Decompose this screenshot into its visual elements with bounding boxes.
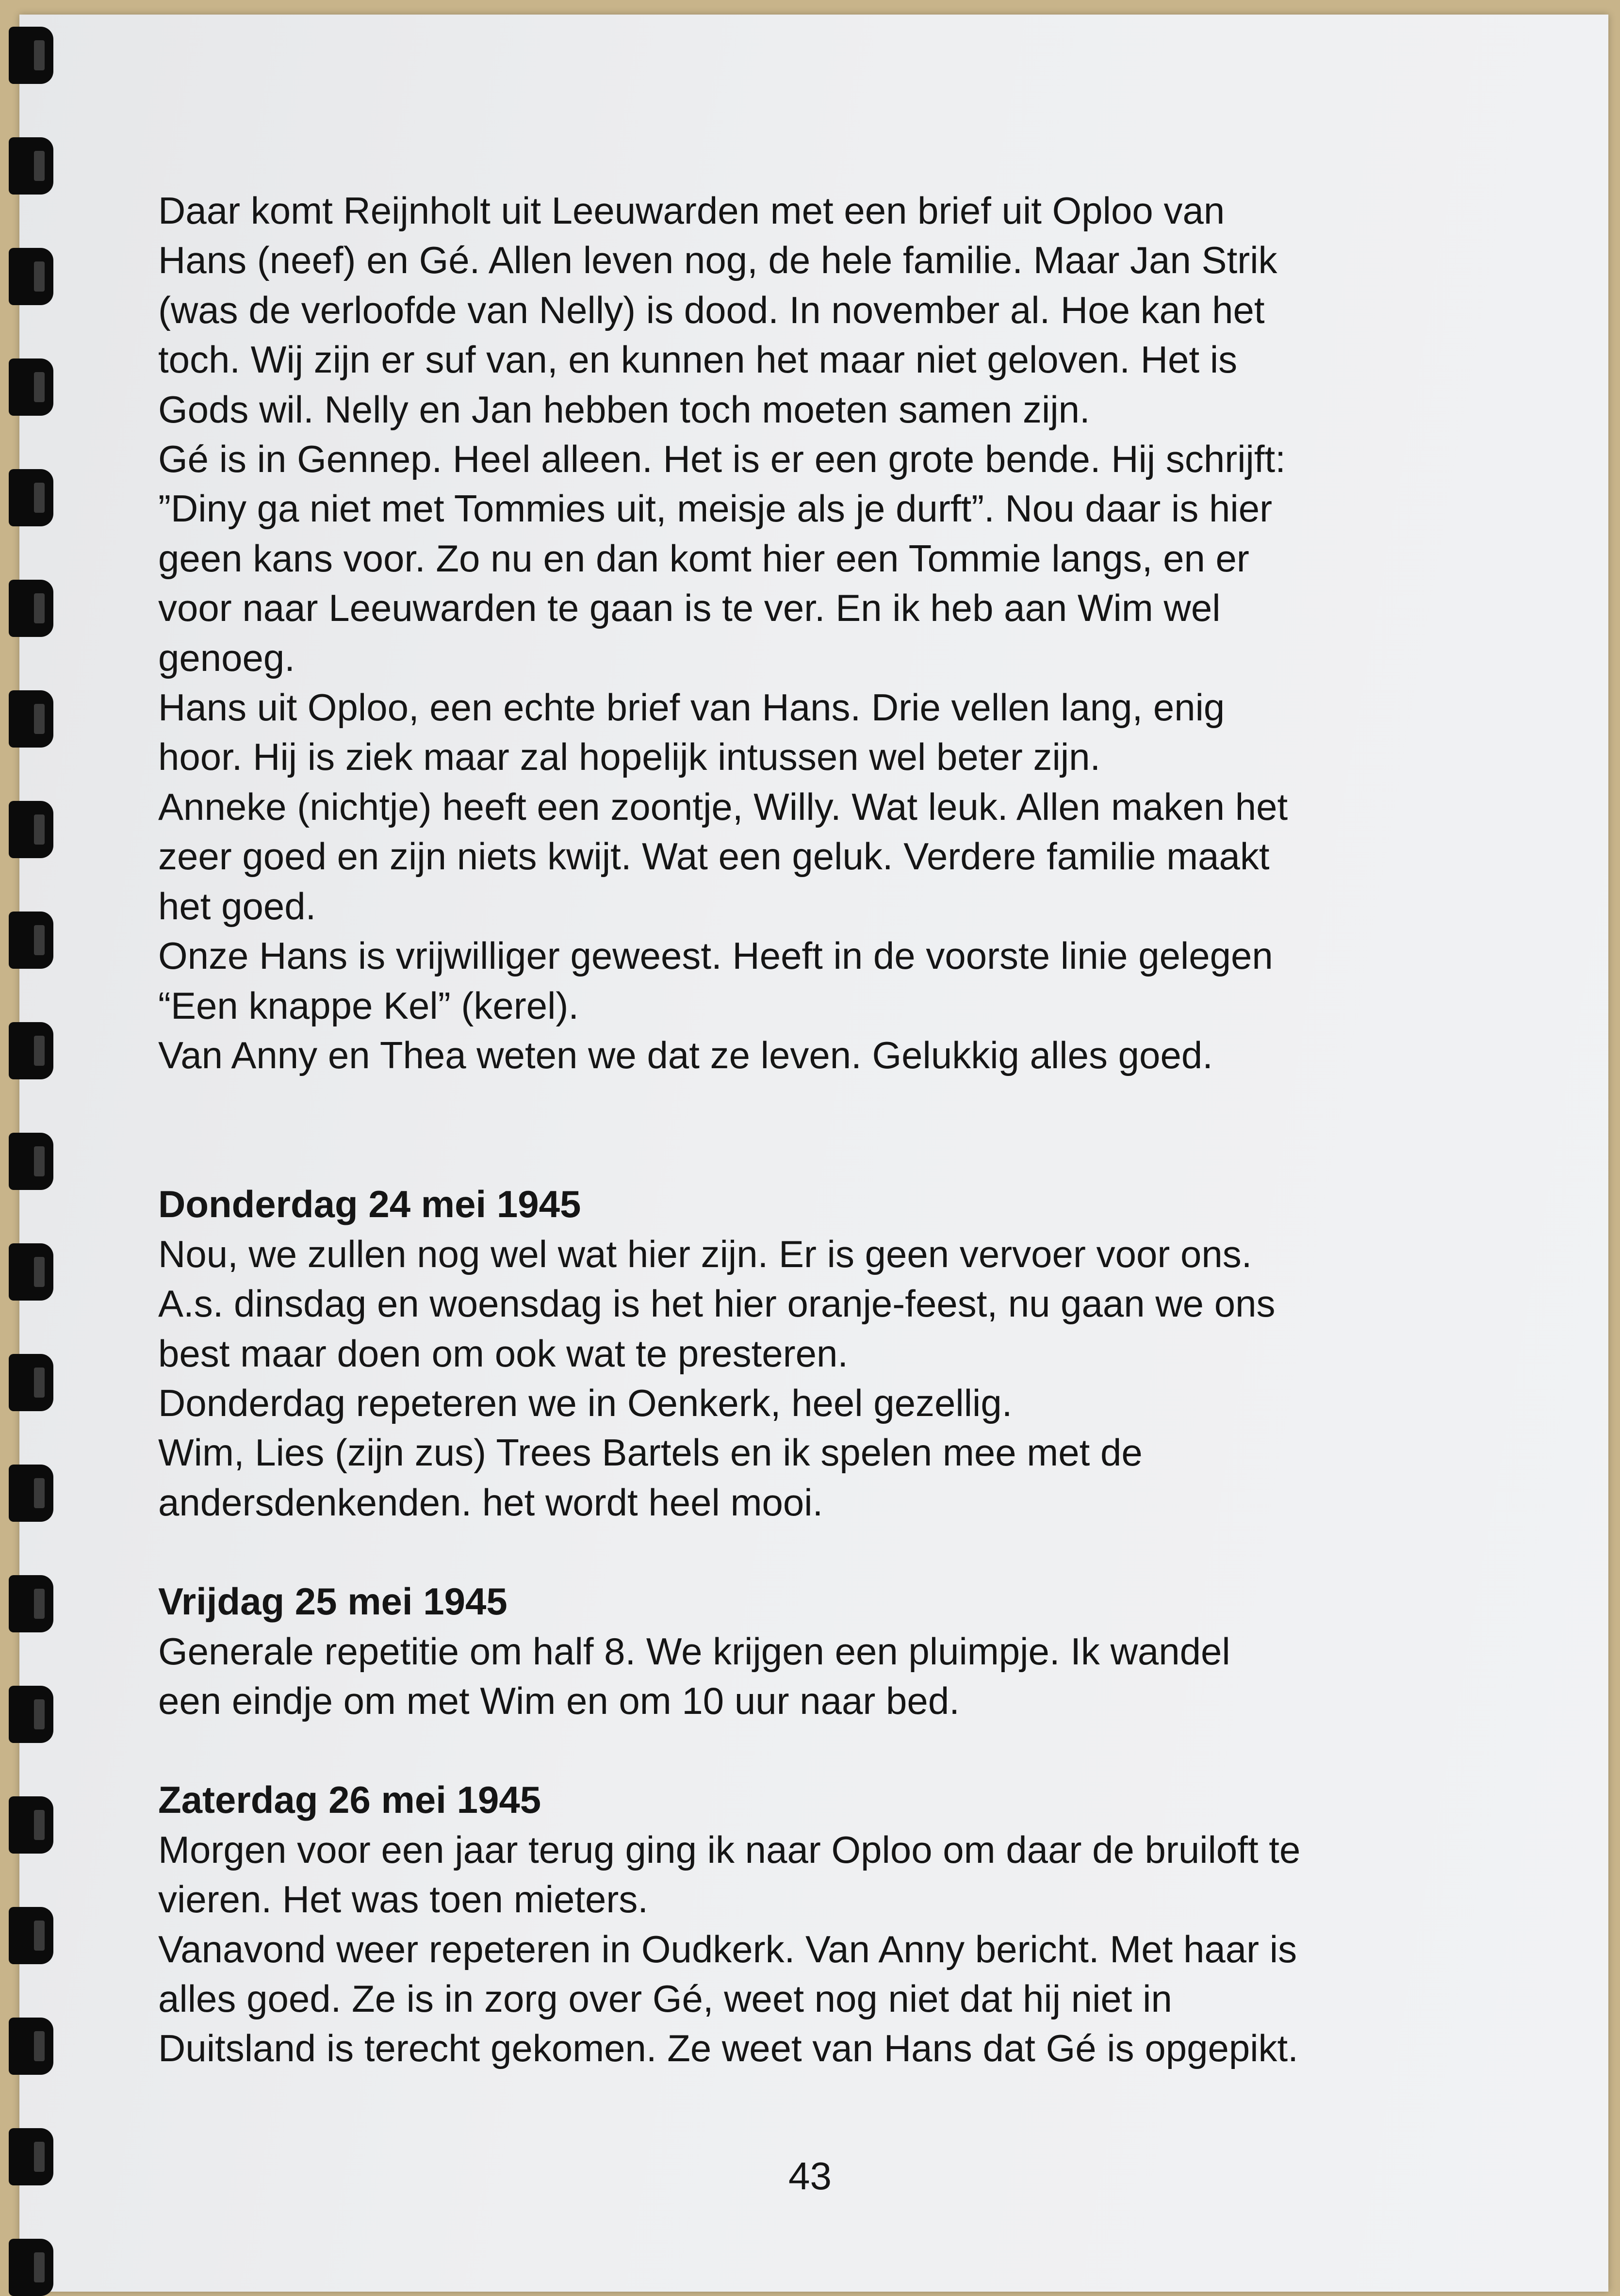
text-line: geen kans voor. Zo nu en dan komt hier een Tommie langs, en er [158,537,1249,580]
binding-coil [9,690,53,748]
text-line: best maar doen om ook wat te presteren. [158,1332,849,1375]
text-line: ”Diny ga niet met Tommies uit, meisje als je durft”. Nou daar is hier [158,487,1273,530]
diary-entry-24-mei [158,1179,1517,1527]
section-spacer [158,1726,1517,1775]
text-line: alles goed. Ze is in zorg over Gé, weet nog niet dat hij niet in [158,1977,1172,2020]
binding-coil [9,912,53,969]
entry-heading: Zaterdag 26 mei 1945 [158,1778,541,1822]
text-line: genoeg. [158,636,295,679]
text-line: Gods wil. Nelly en Jan hebben toch moeten samen zijn. [158,388,1090,431]
binding-coil [9,358,53,416]
binding-coil [9,469,53,526]
binding-coil [9,1686,53,1743]
binding-coil [9,2018,53,2075]
text-line: het goed. [158,884,316,928]
binding-coil [9,27,53,84]
binding-coil [9,1907,53,1964]
binding-coil [9,801,53,858]
text-line: A.s. dinsdag en woensdag is het hier oranje-feest, nu gaan we ons [158,1282,1276,1325]
binding-coil [9,1022,53,1079]
text-line: voor naar Leeuwarden te gaan is te ver. En ik heb aan Wim wel [158,586,1221,630]
text-line: hoor. Hij is ziek maar zal hopelijk intussen wel beter zijn. [158,735,1101,779]
binding-coil [9,1465,53,1522]
text-line: Gé is in Gennep. Heel alleen. Het is er een grote bende. Hij schrijft: [158,438,1286,481]
text-line: Wim, Lies (zijn zus) Trees Bartels en ik spelen mee met de [158,1431,1143,1474]
text-line: een eindje om met Wim en om 10 uur naar bed. [158,1679,960,1722]
text-line: Hans (neef) en Gé. Allen leven nog, de hele familie. Maar Jan Strik [158,239,1277,282]
page-number: 43 [788,2154,832,2198]
text-line: “Een knappe Kel” (kerel). [158,984,579,1027]
binding-coil [9,248,53,305]
binding-coil [9,1133,53,1190]
text-line: vieren. Het was toen mieters. [158,1878,649,1921]
binding-coil [9,1243,53,1301]
binding-coil [9,1575,53,1632]
text-line: Van Anny en Thea weten we dat ze leven. Gelukkig alles goed. [158,1033,1213,1076]
text-line: (was de verloofde van Nelly) is dood. In november al. Hoe kan het [158,288,1265,331]
spiral-binding [0,0,63,2292]
diary-entry-25-mei [158,1577,1517,1726]
text-line: zeer goed en zijn niets kwijt. Wat een geluk. Verdere familie maakt [158,835,1270,878]
entry-heading: Vrijdag 25 mei 1945 [158,1580,507,1623]
binding-coil [9,2239,53,2296]
binding-coil [9,1354,53,1411]
diary-entry-26-mei [158,1775,1517,2073]
text-line: Duitsland is terecht gekomen. Ze weet van Hans dat Gé is opgepikt. [158,2027,1298,2070]
text-line: Donderdag repeteren we in Oenkerk, heel gezellig. [158,1381,1013,1424]
text-line: Anneke (nichtje) heeft een zoontje, Willy. Wat leuk. Allen maken het [158,785,1288,828]
text-line: Morgen voor een jaar terug ging ik naar Oploo om daar de bruiloft te [158,1828,1301,1871]
text-line: Vanavond weer repeteren in Oudkerk. Van Anny bericht. Met haar is [158,1927,1297,1970]
text-line: Generale repetitie om half 8. We krijgen een pluimpje. Ik wandel [158,1629,1230,1673]
binding-coil [9,137,53,195]
text-line: Hans uit Oploo, een echte brief van Hans. Drie vellen lang, enig [158,686,1225,729]
section-spacer [158,1080,1517,1179]
section-spacer [158,1527,1517,1577]
text-line: andersdenkenden. het wordt heel mooi. [158,1481,823,1524]
text-line: Nou, we zullen nog wel wat hier zijn. Er is geen vervoer voor ons. [158,1232,1252,1275]
text-line: Onze Hans is vrijwilliger geweest. Heeft in de voorste linie gelegen [158,934,1273,977]
binding-coil [9,580,53,637]
intro-paragraph [158,186,1517,1080]
text-line: toch. Wij zijn er suf van, en kunnen het maar niet geloven. Het is [158,338,1238,381]
text-line: Daar komt Reijnholt uit Leeuwarden met een brief uit Oploo van [158,189,1225,232]
binding-coil [9,1796,53,1854]
diary-text [158,186,1517,2073]
entry-heading: Donderdag 24 mei 1945 [158,1183,581,1226]
